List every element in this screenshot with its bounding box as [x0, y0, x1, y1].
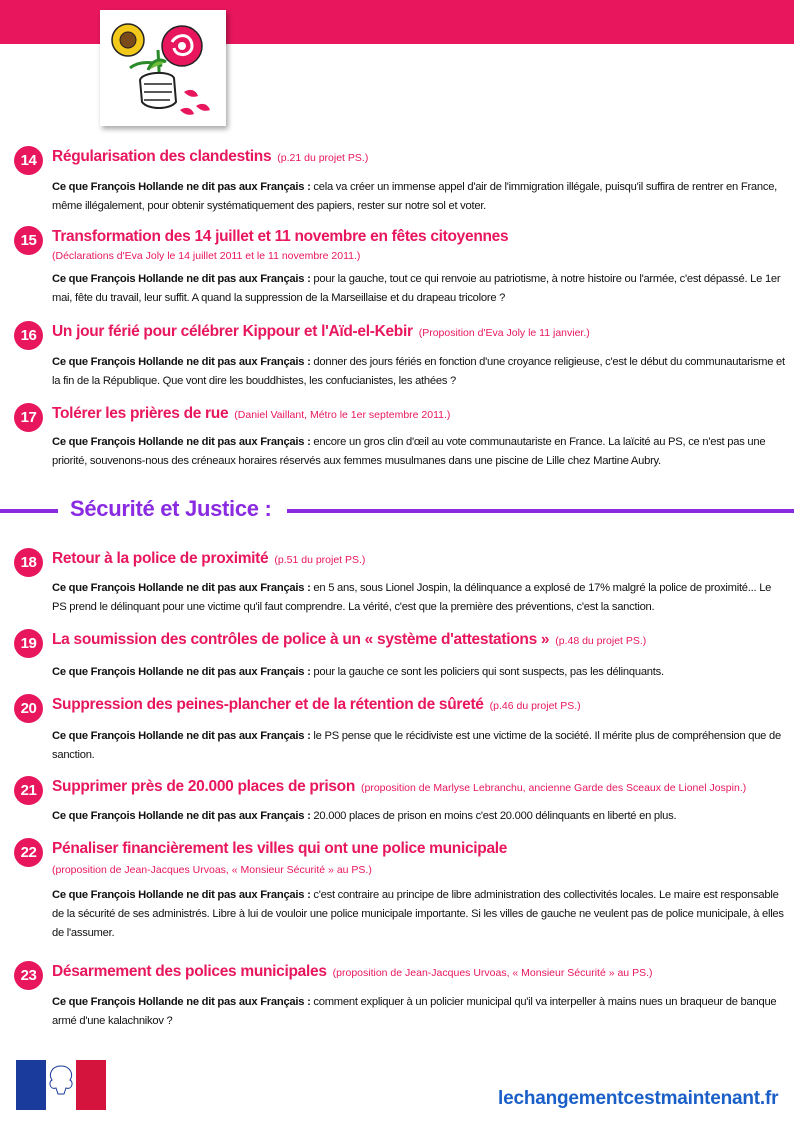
- item-text: en 5 ans, sous Lionel Jospin, la délinquance a explosé de 17% malgré la police de proximité... Le PS prend le délinquant pour une victime qu'il faut comprendre. La vérité, c'est que la première des préventions, c'est la sanction.: [52, 582, 772, 613]
- item-title: [52, 631, 646, 649]
- item-reference: (Déclarations d'Eva Joly le 14 juillet 2011 et le 11 novembre 2011.): [52, 250, 361, 262]
- item-body: [52, 178, 787, 216]
- item-body: [52, 886, 787, 943]
- item-text: pour la gauche ce sont les policiers qui sont suspects, pas les délinquants.: [310, 666, 664, 678]
- item-title: [52, 696, 581, 714]
- item-body: [52, 433, 787, 471]
- item-title-text: Retour à la police de proximité: [52, 550, 269, 567]
- item-lead: Ce que François Hollande ne dit pas aux Français :: [52, 889, 311, 901]
- item-body: [52, 353, 787, 391]
- item-reference: (Daniel Vaillant, Métro le 1er septembre 2011.): [234, 409, 451, 421]
- item-title: [52, 778, 746, 796]
- item-number-badge: 15: [14, 226, 43, 255]
- item-text: 20.000 places de prison en moins c'est 20.000 délinquants en liberté en plus.: [310, 810, 677, 822]
- item-text: encore un gros clin d'œil au vote communautariste en France. La laïcité au PS, ce n'est pas une priorité, souvenons-nous des créneaux horaires réservés aux femmes musulmanes dans une piscine de Lille chez Martine Aubry.: [52, 436, 766, 467]
- flower-fist-logo-icon: [100, 10, 226, 126]
- item-number-badge: 19: [14, 629, 43, 658]
- item-text: comment expliquer à un policier municipal qu'il va interpeller à mains nues un braqueur de banque armé d'une kalachnikov ?: [52, 996, 777, 1027]
- item-title: [52, 148, 368, 166]
- item-title-text: Transformation des 14 juillet et 11 novembre en fêtes citoyennes: [52, 228, 509, 245]
- item-number-badge: 18: [14, 548, 43, 577]
- item-reference: (p.48 du projet PS.): [555, 635, 647, 647]
- item-lead: Ce que François Hollande ne dit pas aux Français :: [52, 666, 311, 678]
- item-body: [52, 807, 787, 826]
- item-reference: (Proposition d'Eva Joly le 11 janvier.): [418, 327, 590, 339]
- item-title: [52, 323, 590, 341]
- item-title: [52, 963, 653, 981]
- item-title-text: La soumission des contrôles de police à un « système d'attestations »: [52, 631, 550, 648]
- item-lead: Ce que François Hollande ne dit pas aux Français :: [52, 436, 311, 448]
- item-body: [52, 993, 787, 1031]
- item-number-badge: 16: [14, 321, 43, 350]
- item-text: pour la gauche, tout ce qui renvoie au patriotisme, à notre histoire ou l'armée, c'est dépassé. Le 1er mai, fête du travail, leur suffit. A quand la suppression de la Marseillaise et du drapeau tricolore ?: [52, 273, 781, 304]
- item-title: [52, 228, 508, 246]
- item-title-text: Suppression des peines-plancher et de la rétention de sûreté: [52, 696, 484, 713]
- item-text: donner des jours fériés en fonction d'une croyance religieuse, c'est le début du communautarisme et la fin de la République. Que vont dire les bouddhistes, les confucianistes, les athées ?: [52, 356, 785, 387]
- item-lead: Ce que François Hollande ne dit pas aux Français :: [52, 730, 311, 742]
- item-body: [52, 663, 787, 682]
- item-reference: (proposition de Jean-Jacques Urvoas, « Monsieur Sécurité » au PS.): [332, 967, 653, 979]
- section-header: [0, 496, 794, 526]
- item-title-text: Régularisation des clandestins: [52, 148, 272, 165]
- website-link[interactable]: lechangementcestmaintenant.fr: [498, 1088, 779, 1109]
- item-title: [52, 405, 450, 423]
- item-reference: (p.46 du projet PS.): [489, 700, 581, 712]
- item-number-badge: 21: [14, 776, 43, 805]
- item-reference: (proposition de Marlyse Lebranchu, ancienne Garde des Sceaux de Lionel Jospin.): [361, 782, 747, 794]
- section-title: Sécurité et Justice :: [70, 496, 272, 521]
- item-body: [52, 270, 787, 308]
- item-title: [52, 840, 507, 858]
- item-text: cela va créer un immense appel d'air de l'immigration illégale, puisqu'il suffira de rentrer en France, même illégalement, pour obtenir systématiquement des papiers, rester sur notre sol et voter.: [52, 181, 778, 212]
- item-title-text: Désarmement des polices municipales: [52, 963, 327, 980]
- item-number-badge: 17: [14, 403, 43, 432]
- item-text: le PS pense que le récidiviste est une victime de la société. Il mérite plus de compréhension que de sanction.: [52, 730, 781, 761]
- item-body: [52, 579, 787, 617]
- item-title-text: Supprimer près de 20.000 places de prison: [52, 778, 355, 795]
- item-number-badge: 23: [14, 961, 43, 990]
- item-title-text: Un jour férié pour célébrer Kippour et l'Aïd-el-Kebir: [52, 323, 413, 340]
- item-number-badge: 22: [14, 838, 43, 867]
- item-body: [52, 727, 787, 765]
- item-title-text: Pénaliser financièrement les villes qui ont une police municipale: [52, 840, 508, 857]
- item-reference: (proposition de Jean-Jacques Urvoas, « Monsieur Sécurité » au PS.): [52, 864, 372, 876]
- item-text: c'est contraire au principe de libre administration des collectivités locales. Le maire est responsable de la sécurité de ses administrés. Libre à lui de vouloir une police municipale importante. Si les villes de gauche ne veulent pas de police municipale, à elles de l'assumer.: [52, 889, 784, 939]
- ump-logo-icon: [16, 1060, 106, 1110]
- ump-label: UMP: [47, 1095, 75, 1109]
- section-divider: [0, 509, 58, 513]
- item-lead: Ce que François Hollande ne dit pas aux Français :: [52, 181, 311, 193]
- item-reference: (p.51 du projet PS.): [274, 554, 366, 566]
- item-number-badge: 20: [14, 694, 43, 723]
- item-lead: Ce que François Hollande ne dit pas aux Français :: [52, 273, 311, 285]
- item-lead: Ce que François Hollande ne dit pas aux Français :: [52, 996, 311, 1008]
- item-lead: Ce que François Hollande ne dit pas aux Français :: [52, 356, 311, 368]
- item-title-text: Tolérer les prières de rue: [52, 405, 229, 422]
- item-lead: Ce que François Hollande ne dit pas aux Français :: [52, 810, 311, 822]
- section-divider: [287, 509, 794, 513]
- item-number-badge: 14: [14, 146, 43, 175]
- item-reference: (p.21 du projet PS.): [277, 152, 369, 164]
- item-title: [52, 550, 365, 568]
- item-lead: Ce que François Hollande ne dit pas aux Français :: [52, 582, 311, 594]
